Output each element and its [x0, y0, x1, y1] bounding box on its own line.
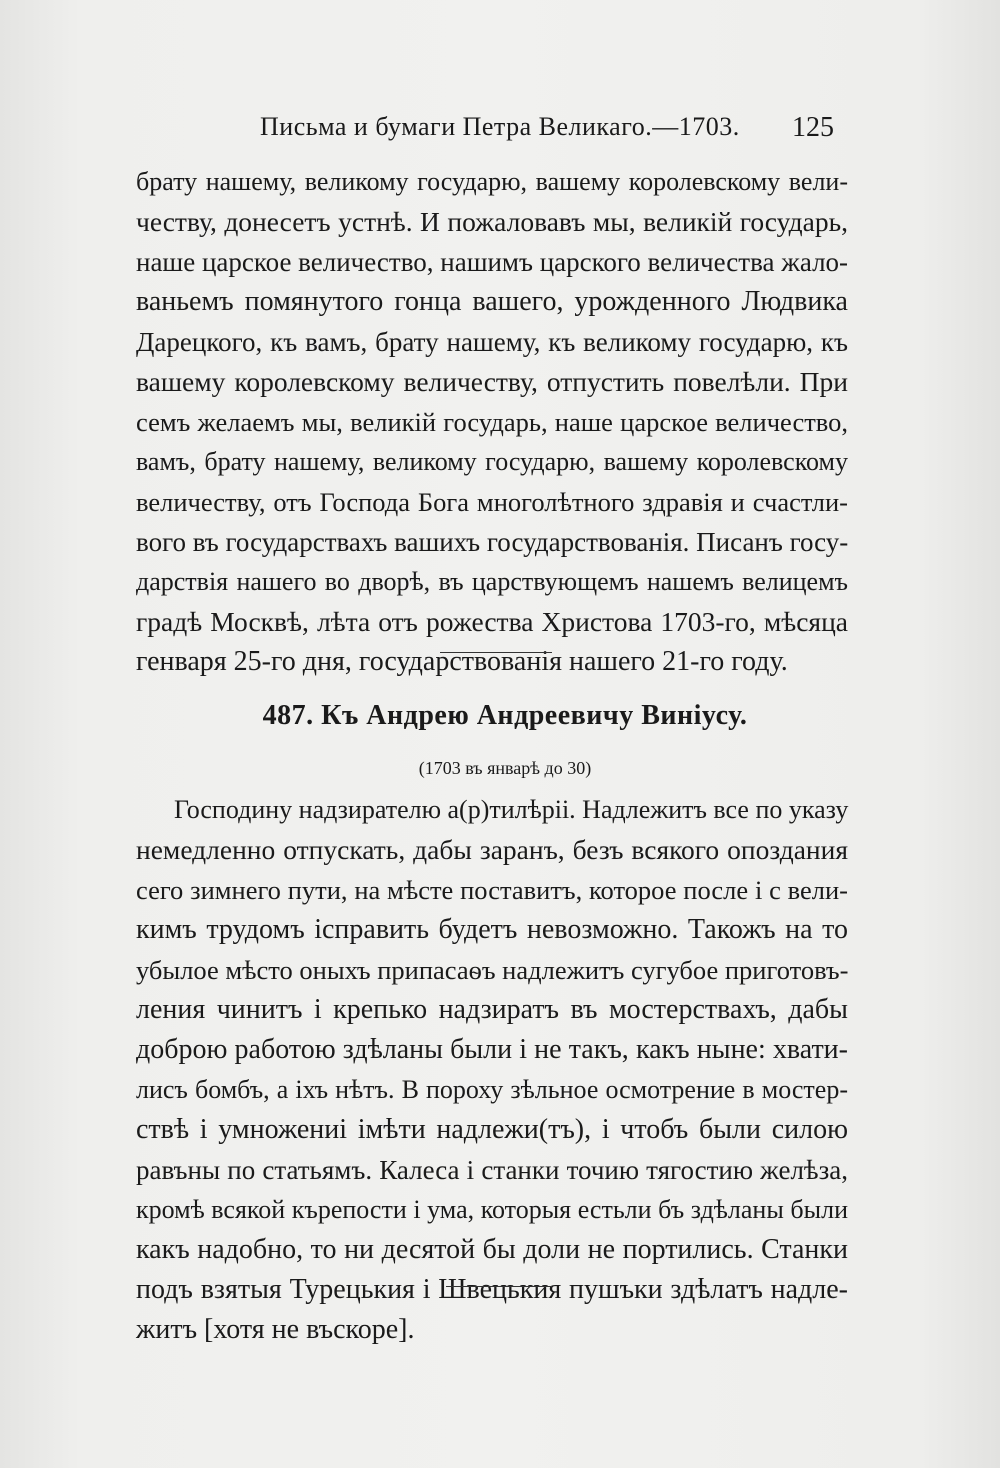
- page-number: 125: [792, 112, 834, 143]
- date-note: (1703 въ январѣ до 30): [418, 758, 592, 778]
- section-heading: 487. Къ Андрею Андреевичу Виніусу.: [262, 700, 748, 731]
- text-line: равъны по статьямъ. Калеса i станки точию тягостию желѣза,: [136, 1155, 848, 1185]
- text-line: доброю работою здѣланы были i не такъ, какъ ныне: хвати-: [136, 1034, 848, 1065]
- text-line: ления чинитъ i крепько надзиратъ въ мостерствахъ, дабы: [136, 994, 848, 1025]
- text-line: немедленно отпускать, дабы заранъ, безъ всякого опоздания: [136, 834, 848, 865]
- end-divider: [446, 1286, 552, 1287]
- running-title: Письма и бумаги Петра Великаго.—1703.: [260, 112, 740, 141]
- text-line: Господину надзирателю а(р)тилѣрii. Надлежитъ все по указу: [174, 795, 849, 824]
- text-line: сего зимнего пути, на мѣсте поставитъ, которое после i с вели-: [136, 875, 848, 905]
- text-line: семъ желаемъ мы, великій государь, наше царское величество,: [136, 407, 848, 437]
- running-head: [0, 112, 1000, 152]
- text-line: кромѣ всякой кърепости i ума, которыя естьли бъ здѣланы были: [136, 1195, 848, 1224]
- text-line: генваря 25-го дня, государствованія нашего 21-го году.: [136, 646, 788, 677]
- text-line: кимъ трудомъ iсправить будетъ невозможно. Такожъ на то: [136, 914, 848, 945]
- text-line: наше царское величество, нашимъ царского величества жало-: [136, 247, 849, 277]
- text-line: вамъ, брату нашему, великому государю, вашему королевскому: [136, 447, 848, 476]
- text-line: убылое мѣсто оныхъ припасаѳъ надлежитъ сугубое приготовъ-: [136, 955, 849, 985]
- text-line: градѣ Москвѣ, лѣта отъ рожества Христова 1703-го, мѣсяца: [136, 606, 848, 637]
- text-line: житъ [хотя не въскоре].: [136, 1314, 415, 1345]
- text-line: лисъ бомбъ, а iхъ нѣтъ. В пороху зѣльное осмотрение в мостер-: [136, 1075, 848, 1104]
- text-line: какъ надобно, то ни десятой бы доли не портились. Станки: [136, 1234, 848, 1265]
- text-line: Дарецкого, къ вамъ, брату нашему, къ великому государю, къ: [136, 327, 848, 357]
- letter-continuation: [136, 162, 848, 682]
- text-line: вашему королевскому величеству, отпустить повелѣли. При: [136, 366, 848, 397]
- text-line: ствѣ i умножениi iмѣти надлежи(тъ), i чтобъ были силою: [136, 1114, 848, 1145]
- section-divider: [440, 652, 552, 653]
- text-line: ваньемъ помянутого гонца вашего, урожденного Людвика: [136, 286, 848, 317]
- text-line: честву, донесетъ устнѣ. И пожаловавъ мы, великій государь,: [136, 206, 848, 237]
- text-line: величеству, отъ Господа Бога многолѣтного здравія и счастли-: [136, 487, 848, 517]
- text-line: дарствія нашего во дворѣ, въ царствующемъ нашемъ велицемъ: [136, 567, 848, 596]
- text-line: подъ взятыя Турецькия i Швецькия пушъки здѣлатъ надле-: [136, 1274, 848, 1305]
- letter-487: [136, 790, 848, 1350]
- text-line: вого въ государствахъ вашихъ государствованія. Писанъ госу-: [136, 527, 849, 557]
- text-line: брату нашему, великому государю, вашему королевскому вели-: [136, 167, 848, 196]
